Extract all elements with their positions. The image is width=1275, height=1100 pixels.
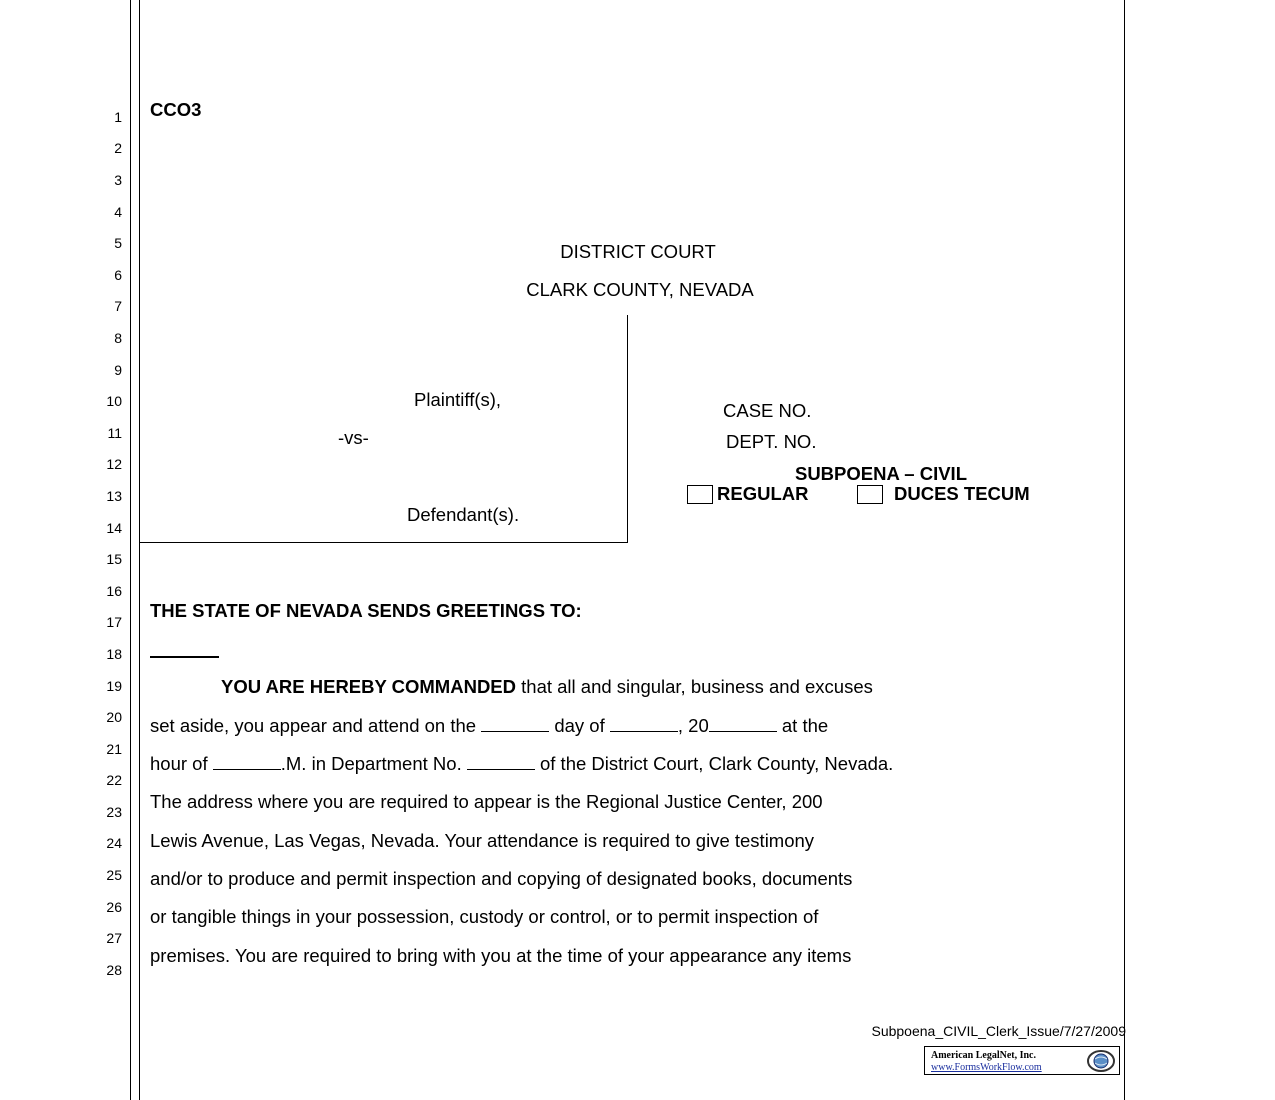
line-number: 4 (114, 204, 122, 220)
form-id-footer: Subpoena_CIVIL_Clerk_Issue/7/27/2009 (871, 1023, 1126, 1039)
body-line: and/or to produce and permit inspection and copying of designated books, documents (150, 868, 853, 889)
regular-option-label: REGULAR (717, 483, 809, 504)
line-number: 11 (107, 425, 122, 441)
body-line (150, 753, 893, 775)
line-number: 28 (106, 962, 122, 978)
line-number: 21 (106, 741, 122, 757)
body-text: hour of (150, 753, 213, 774)
line-number: 7 (114, 298, 122, 314)
plaintiff-label: Plaintiff(s), (414, 389, 502, 410)
appearance-day-blank[interactable] (481, 717, 549, 732)
logo-url-link[interactable]: www.FormsWorkFlow.com (931, 1062, 1042, 1073)
appearance-month-blank[interactable] (610, 717, 678, 732)
left-margin-rule-inner (139, 0, 140, 1100)
line-number: 18 (106, 646, 122, 662)
line-number: 20 (106, 709, 122, 725)
line-number: 8 (114, 330, 122, 346)
line-number: 17 (106, 614, 122, 630)
body-text: day of (549, 715, 610, 736)
body-text: at the (776, 715, 829, 736)
body-text: .M. in Department No. (280, 753, 467, 774)
body-line (150, 715, 828, 737)
court-county: CLARK COUNTY, NEVADA (526, 279, 754, 300)
line-number: 27 (106, 930, 122, 946)
line-number: 6 (114, 267, 122, 283)
command-lead: YOU ARE HEREBY COMMANDED (221, 676, 516, 697)
line-number: 24 (106, 835, 122, 851)
department-number-label: DEPT. NO. (726, 431, 817, 452)
body-line: premises. You are required to bring with you at the time of your appearance any items (150, 945, 852, 966)
left-margin-rule-outer (130, 0, 131, 1100)
line-number: 16 (106, 583, 122, 599)
case-number-label: CASE NO. (723, 400, 812, 421)
line-number: 5 (114, 235, 122, 251)
legalnet-logo[interactable] (924, 1046, 1120, 1075)
caption-divider-vertical (627, 315, 628, 543)
court-name: DISTRICT COURT (560, 241, 716, 262)
body-text: of the District Court, Clark County, Nevada. (534, 753, 894, 774)
line-number: 15 (106, 551, 122, 567)
body-line: or tangible things in your possession, custody or control, or to permit inspection of (150, 906, 819, 927)
greeting-heading: THE STATE OF NEVADA SENDS GREETINGS TO: (150, 600, 582, 621)
form-code: CCO3 (150, 99, 202, 120)
line-number: 2 (114, 140, 122, 156)
caption-divider-horizontal (139, 542, 628, 543)
line-number: 3 (114, 172, 122, 188)
globe-icon (1082, 1049, 1116, 1073)
line-number: 26 (106, 899, 122, 915)
appearance-year-blank[interactable] (709, 717, 777, 732)
line-number: 9 (114, 362, 122, 378)
duces-tecum-option-label: DUCES TECUM (894, 483, 1030, 504)
department-number-blank[interactable] (467, 755, 535, 770)
line-number: 12 (106, 456, 122, 472)
body-line (221, 676, 873, 698)
right-margin-rule (1124, 0, 1125, 1100)
line-number: 14 (106, 520, 122, 536)
line-number: 25 (106, 867, 122, 883)
body-line: The address where you are required to appear is the Regional Justice Center, 200 (150, 791, 823, 812)
line-number: 22 (106, 772, 122, 788)
duces-tecum-checkbox[interactable] (857, 485, 883, 504)
line-number: 10 (106, 393, 122, 409)
subpoena-title: SUBPOENA – CIVIL (794, 463, 967, 484)
versus-label: -vs- (338, 427, 369, 448)
appearance-hour-blank[interactable] (213, 755, 281, 770)
line-number: 23 (106, 804, 122, 820)
line-number: 1 (114, 109, 122, 125)
regular-checkbox[interactable] (687, 485, 713, 504)
logo-company: American LegalNet, Inc. (931, 1050, 1036, 1061)
defendant-label: Defendant(s). (407, 504, 520, 525)
body-text: , 20 (677, 715, 709, 736)
body-text: that all and singular, business and excuses (516, 676, 873, 697)
body-text: set aside, you appear and attend on the (150, 715, 482, 736)
body-line: Lewis Avenue, Las Vegas, Nevada. Your attendance is required to give testimony (150, 830, 815, 851)
line-number: 13 (106, 488, 122, 504)
recipient-blank[interactable] (150, 656, 219, 658)
line-number: 19 (106, 678, 122, 694)
